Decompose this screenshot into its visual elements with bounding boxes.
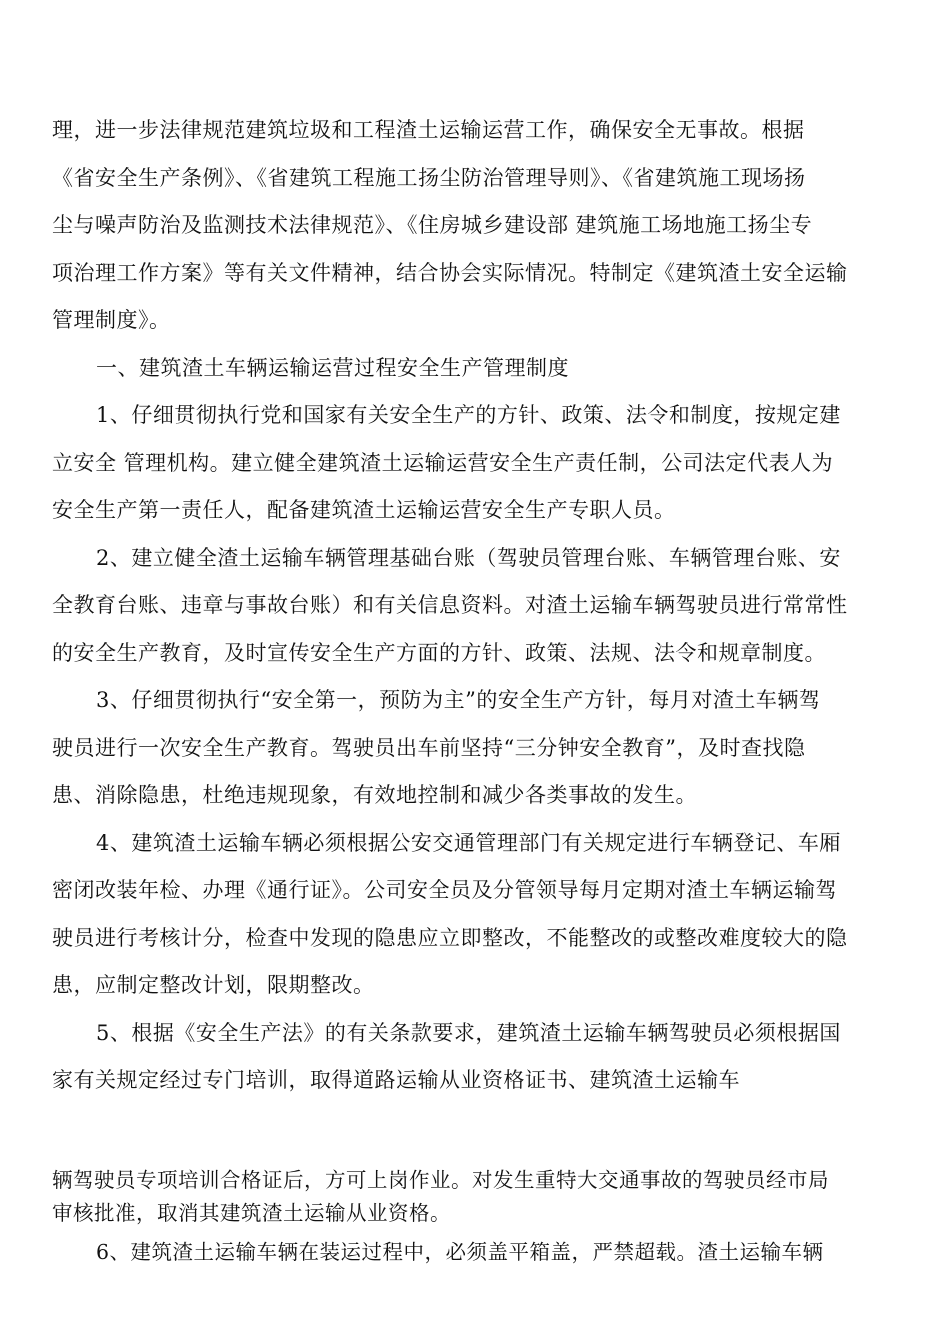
text-line: 尘与噪声防治及监测技术法律规范》、《住房城乡建设部 建筑施工场地施工扬尘专 [52, 213, 813, 237]
text-line: 全教育台账、违章与事故台账）和有关信息资料。对渣土运输车辆驾驶员进行常常性 [52, 593, 848, 617]
paragraph-start: 6、建筑渣土运输车辆在装运过程中，必须盖平箱盖，严禁超载。渣土运输车辆 [96, 1240, 824, 1264]
text-line: 理，进一步法律规范建筑垃圾和工程渣土运输运营工作，确保安全无事故。根据 [52, 118, 805, 142]
text-line: 管理制度》。 [52, 308, 171, 332]
text-line: 驶员进行考核计分，检查中发现的隐患应立即整改，不能整改的或整改难度较大的隐 [52, 925, 848, 950]
text-line: 《省安全生产条例》、《省建筑工程施工扬尘防治管理导则》、《省建筑施工现场扬 [52, 165, 806, 190]
text-line: 驶员进行一次安全生产教育。驾驶员出车前坚持“三分钟安全教育”，及时查找隐 [52, 735, 806, 760]
paragraph-start: 1、仔细贯彻执行党和国家有关安全生产的方针、政策、法令和制度，按规定建 [96, 403, 841, 427]
paragraph-start: 5、根据《安全生产法》的有关条款要求，建筑渣土运输车辆驾驶员必须根据国 [96, 1020, 841, 1045]
text-line: 项治理工作方案》等有关文件精神，结合协会实际情况。特制定《建筑渣土安全运输 [52, 260, 848, 285]
text-line: 患，应制定整改计划，限期整改。 [52, 973, 375, 997]
text-line: 立安全 管理机构。建立健全建筑渣土运输运营安全生产责任制，公司法定代表人为 [52, 450, 834, 475]
paragraph-start: 2、建立健全渣土运输车辆管理基础台账（驾驶员管理台账、车辆管理台账、安 [96, 545, 841, 570]
paragraph-start: 3、仔细贯彻执行“安全第一，预防为主”的安全生产方针，每月对渣土车辆驾 [96, 688, 821, 712]
text-line: 患、消除隐患，杜绝违规现象，有效地控制和减少各类事故的发生。 [52, 783, 697, 807]
text-line: 审核批准，取消其建筑渣土运输从业资格。 [52, 1201, 451, 1225]
section-heading: 一、建筑渣土车辆运输运营过程安全生产管理制度 [96, 355, 569, 380]
text-line: 家有关规定经过专门培训，取得道路运输从业资格证书、建筑渣土运输车 [52, 1068, 740, 1092]
paragraph-start: 4、建筑渣土运输车辆必须根据公安交通管理部门有关规定进行车辆登记、车厢 [96, 830, 841, 855]
document-body-upper [52, 116, 902, 1114]
text-line: 辆驾驶员专项培训合格证后，方可上岗作业。对发生重特大交通事故的驾驶员经市局 [52, 1168, 829, 1192]
text-line: 安全生产第一责任人，配备建筑渣土运输运营安全生产专职人员。 [52, 498, 676, 522]
document-body-lower [52, 1166, 902, 1271]
text-line: 的安全生产教育，及时宣传安全生产方面的方针、政策、法规、法令和规章制度。 [52, 640, 826, 665]
text-line: 密闭改装年检、办理《通行证》。公司安全员及分管领导每月定期对渣土车辆运输驾 [52, 878, 837, 902]
